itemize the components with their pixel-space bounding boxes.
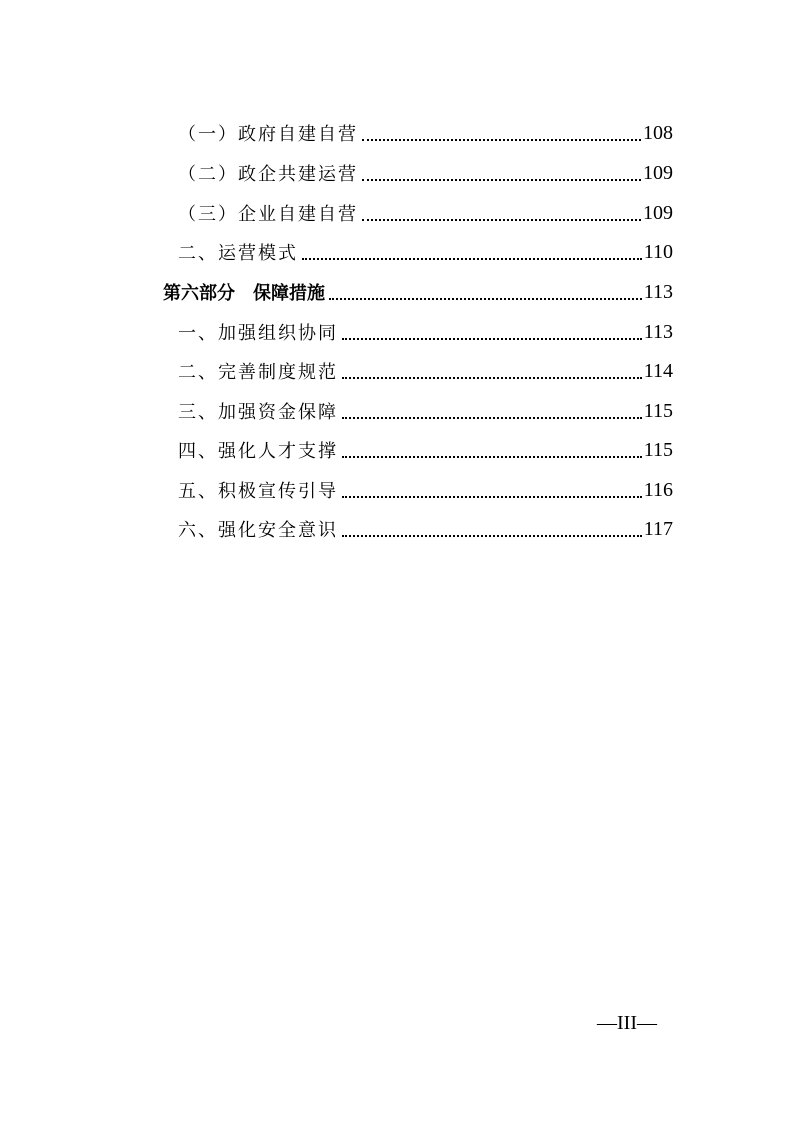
page-number-footer: —III—	[597, 1012, 657, 1034]
toc-page-number: 115	[643, 438, 673, 461]
toc-dot-leader	[362, 178, 641, 181]
toc-entry-funding[interactable]	[178, 392, 673, 430]
toc-entry-label: 二、完善制度规范	[178, 362, 338, 383]
toc-page-number: 117	[643, 517, 673, 540]
toc-page-number: 114	[643, 359, 673, 382]
toc-page-number: 113	[643, 320, 673, 343]
toc-page-number: 109	[643, 201, 673, 224]
toc-dot-leader	[342, 416, 642, 419]
toc-entry-gov-self-built[interactable]	[178, 114, 673, 152]
toc-dot-leader	[362, 218, 641, 221]
toc-entry-label: （三）企业自建自营	[178, 204, 358, 225]
toc-dot-leader	[342, 337, 642, 340]
toc-dot-leader	[342, 455, 642, 458]
toc-entry-publicity[interactable]	[178, 471, 673, 509]
toc-page-number: 108	[643, 121, 673, 144]
toc-page-number: 115	[643, 399, 673, 422]
toc-page-number: 109	[643, 161, 673, 184]
toc-entry-enterprise-self-built[interactable]	[178, 194, 673, 232]
toc-page-number: 116	[643, 478, 673, 501]
toc-entry-security-awareness[interactable]	[178, 510, 673, 548]
toc-entry-regulations[interactable]	[178, 352, 673, 390]
toc-part-label: 第六部分 保障措施	[163, 283, 325, 304]
toc-dot-leader	[329, 297, 642, 300]
toc-entry-label: 六、强化安全意识	[178, 520, 338, 541]
toc-entry-label: （二）政企共建运营	[178, 164, 358, 185]
toc-dot-leader	[342, 534, 642, 537]
toc-entry-org-coordination[interactable]	[178, 313, 673, 351]
toc-entry-gov-enterprise-joint[interactable]	[178, 154, 673, 192]
toc-entry-label: 四、强化人才支撑	[178, 441, 338, 462]
toc-entry-label: （一）政府自建自营	[178, 124, 358, 145]
toc-entry-label: 五、积极宣传引导	[178, 481, 338, 502]
toc-page-number: 110	[643, 240, 673, 263]
toc-dot-leader	[302, 257, 642, 260]
toc-entry-label: 三、加强资金保障	[178, 402, 338, 423]
toc-page-number: 113	[643, 280, 673, 303]
toc-dot-leader	[362, 138, 641, 141]
toc-entry-talent[interactable]	[178, 431, 673, 469]
toc-entry-label: 一、加强组织协同	[178, 323, 338, 344]
toc-dot-leader	[342, 376, 642, 379]
toc-entry-operation-mode[interactable]	[178, 233, 673, 271]
toc-dot-leader	[342, 495, 642, 498]
toc-entry-label: 二、运营模式	[178, 243, 298, 264]
toc-part-six-safeguards[interactable]	[163, 273, 673, 311]
